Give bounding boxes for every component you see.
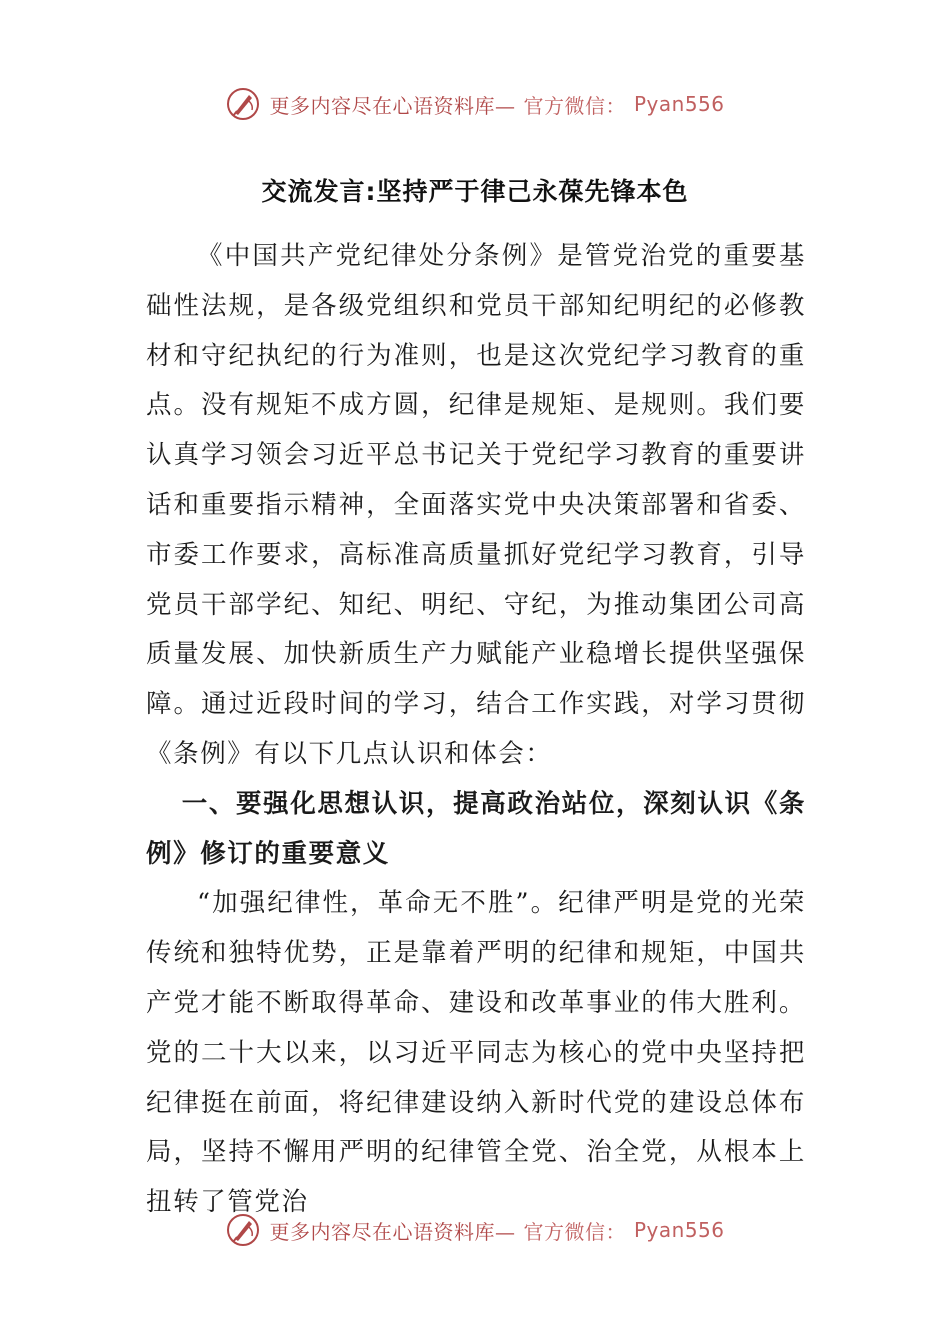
banner-wechat-id: Pyan556 <box>633 1218 725 1242</box>
banner-wechat-id: Pyan556 <box>633 92 725 116</box>
banner-wechat-label: 官方微信： <box>523 93 626 118</box>
section-heading-1: 一、要强化思想认识，提高政治站位，深刻认识《条例》修订的重要意义 <box>146 788 806 869</box>
banner-text: 更多内容尽在心语资料库— <box>269 93 516 118</box>
quill-pen-logo-icon <box>225 86 261 122</box>
header-watermark-banner <box>0 82 950 126</box>
document-title: 交流发言:坚持严于律己永葆先锋本色 <box>261 177 689 206</box>
banner-text: 更多内容尽在心语资料库— <box>269 1219 516 1244</box>
quill-pen-logo-icon <box>225 1212 261 1248</box>
document-body <box>146 232 806 1228</box>
footer-watermark-banner <box>0 1208 950 1252</box>
banner-wechat-label: 官方微信： <box>523 1219 626 1244</box>
section-1-paragraph: “加强纪律性，革命无不胜”。纪律严明是党的光荣传统和独特优势，正是靠着严明的纪律和规矩，中国共产党才能不断取得革命、建设和改革事业的伟大胜利。党的二十大以来，以习近平同志为核心的党中央坚持把纪律挺在前面，将纪律建设纳入新时代党的建设总体布局，坚持不懈用严明的纪律管全党、治全党，从根本上扭转了管党治 <box>146 888 806 1218</box>
intro-paragraph: 《中国共产党纪律处分条例》是管党治党的重要基础性法规，是各级党组织和党员干部知纪明纪的必修教材和守纪执纪的行为准则，也是这次党纪学习教育的重点。没有规矩不成方圆，纪律是规矩、是规则。我们要认真学习领会习近平总书记关于党纪学习教育的重要讲话和重要指示精神，全面落实党中央决策部署和省委、市委工作要求，高标准高质量抓好党纪学习教育，引导党员干部学纪、知纪、明纪、守纪，为推动集团公司高质量发展、加快新质生产力赋能产业稳增长提供坚强保障。通过近段时间的学习，结合工作实践，对学习贯彻《条例》有以下几点认识和体会： <box>146 241 806 769</box>
